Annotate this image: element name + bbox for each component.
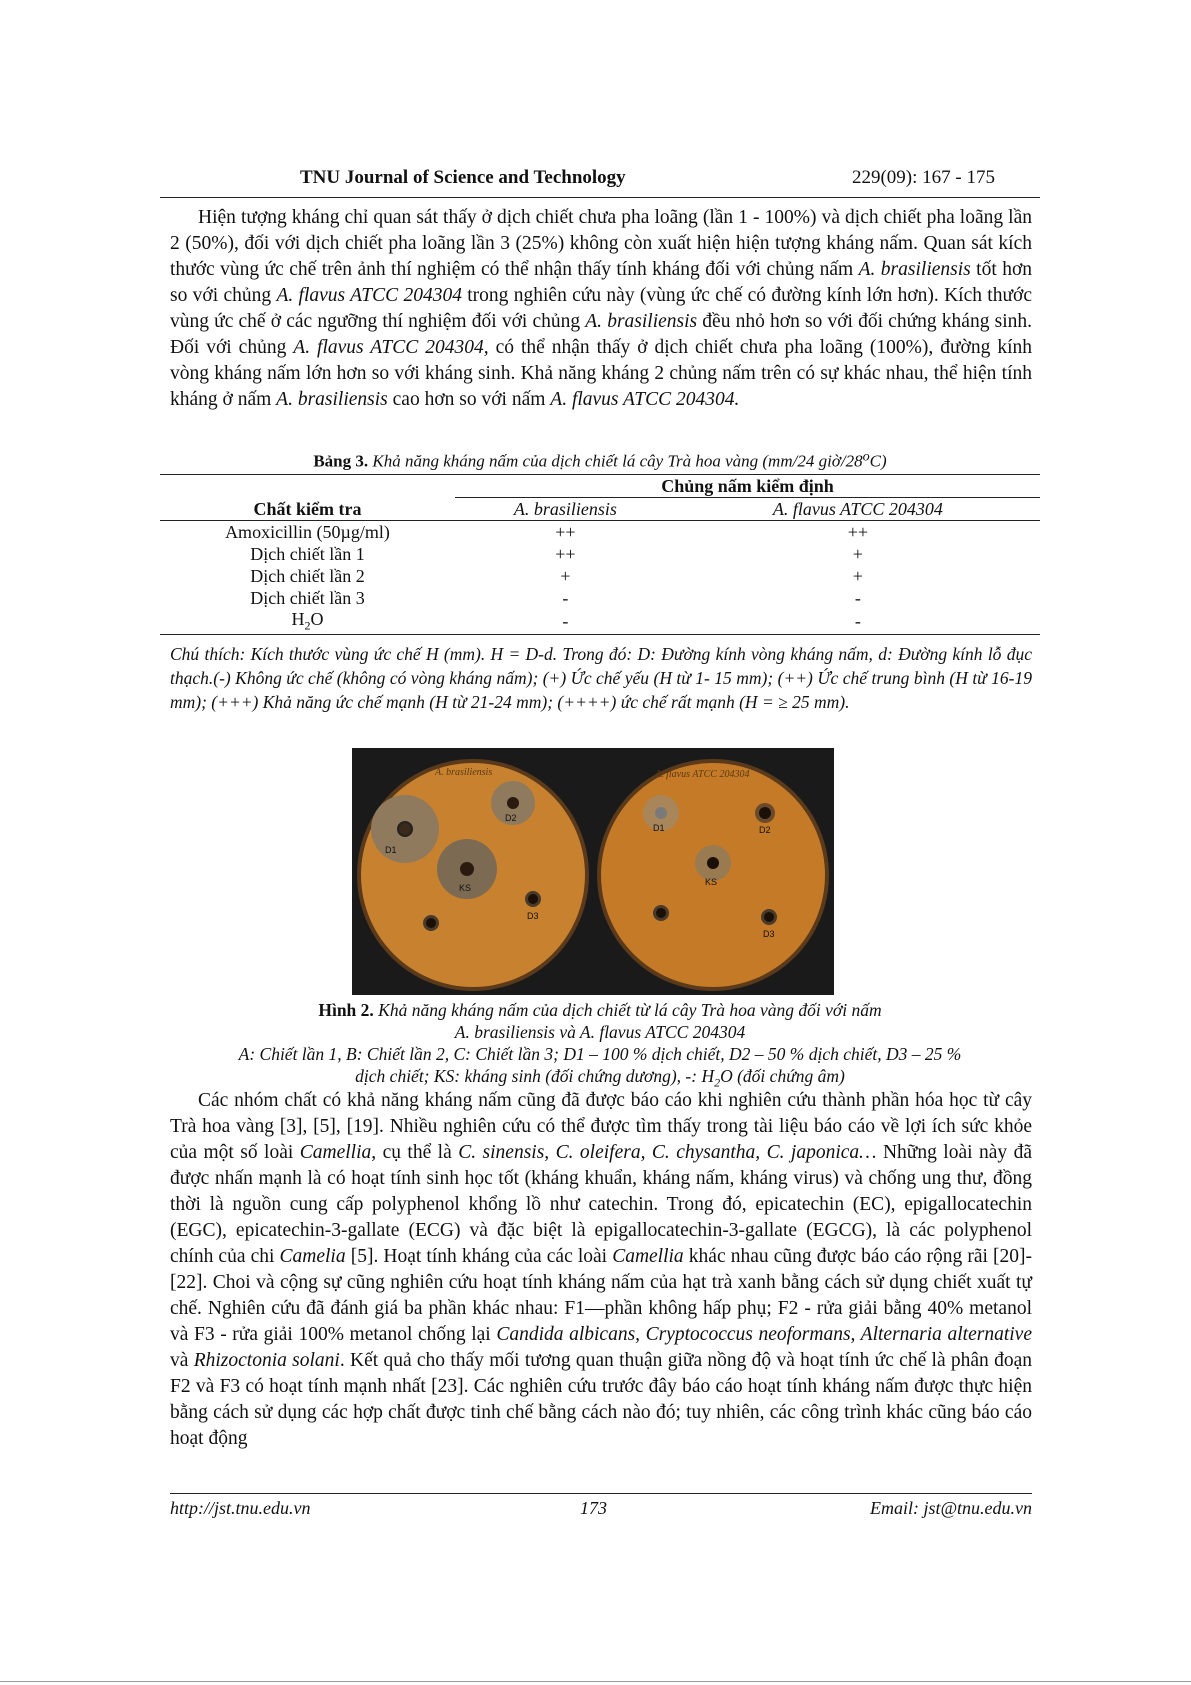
running-header [160,167,1040,198]
text-run: khác nhau cũng được báo cáo rộng rãi [20]-[22]. Choi và cộng sự cũng nghiên cứu hoạt tính kháng nấm của hạt trà xanh bằng cách sử dụng chiết xuất tự chế. Nghiên cứu đã đánh giá ba phần khác nhau: F1—phần không hấp phụ; F2 - rửa giải bằng 40% metanol và F3 - rửa giải 100% metanol chống lại [170,1246,1032,1345]
journal-title: TNU Journal of Science and Technology [300,167,626,188]
species-name: Rhizoctonia solani [193,1350,340,1371]
figure-caption-line: Khả năng kháng nấm của dịch chiết từ lá cây Trà hoa vàng đối với nấm [373,1000,882,1020]
col-group-header: Chủng nấm kiểm định [455,475,1040,498]
cell: - [455,609,676,634]
footer-url[interactable]: http://jst.tnu.edu.vn [170,1498,311,1518]
figure-petri-dishes [352,748,834,995]
petri-dish-right [595,751,831,992]
plate-label: A. flavus ATCC 204304 [655,769,750,780]
row-label: Dịch chiết lần 1 [250,543,365,564]
cell: + [852,565,863,586]
text-run: có thể nhận thấy ở dịch chiết chưa pha loãng (100%), đường kính vòng kháng nấm lớn hơn so với kháng sinh. Khả năng kháng 2 chủng nấm trên có sự khác nhau, thể hiện tính kháng ở nấm [170,337,1032,410]
figure-caption-line: A. brasiliensis và A. flavus ATCC 204304 [454,1022,746,1042]
row-label: Dịch chiết lần 3 [250,587,365,608]
figure-caption [160,999,1040,1021]
well-label: D3 [527,911,539,921]
well [528,894,538,904]
col-header-brasiliensis: A. brasiliensis [455,498,676,521]
cell: ++ [847,521,869,542]
table-row [160,521,1040,544]
species-name: A. flavus ATCC 204304 [276,285,462,306]
cell: ++ [555,543,576,564]
well [707,857,719,869]
species-name: A. flavus ATCC 204304, [293,337,489,358]
page-footer [170,1493,1032,1522]
plate-label: A. brasiliensis [435,767,493,778]
cell: - [562,587,569,608]
genus-name: Camellia [299,1142,372,1163]
well-label: D1 [385,845,397,855]
well [507,797,519,809]
text-run: cao hơn so với nấm [387,389,551,410]
species-name: A. brasiliensis [585,311,698,332]
cell: + [852,543,863,564]
species-list: C. sinensis, C. oleifera, C. chysantha, C. japonica… [458,1142,877,1163]
genus-name: Camellia [612,1246,684,1267]
well-label: D3 [763,929,775,939]
well-label: KS [459,883,472,893]
well-label: D2 [505,813,517,823]
text-run: tốt hơn so với chủng [170,259,1033,306]
row-label: Amoxicillin (50µg/ml) [225,521,390,542]
species-name: A. brasiliensis [276,389,388,410]
well-label: KS [705,877,718,887]
cell: - [854,587,861,608]
table-label: Bảng 3. [313,451,369,471]
figure-caption-line: dịch chiết; KS: kháng sinh (đối chứng dương), -: $H_2O$ (đối chứng âm) [355,1066,845,1090]
table-row [160,565,1040,587]
text-run: Hiện tượng kháng chỉ quan sát thấy ở dịch chiết chưa pha loãng (lần 1 - 100%) và dịch chiết pha loãng lần 2 (50%), đối với dịch chiết pha loãng lần 3 (25%) không còn xuất hiện hiện tượng kháng nấm. Quan sát kích thước vùng ức chế trên ảnh thí nghiệm có thể nhận thấy tính kháng đối với chủng nấm [170,207,1032,280]
cell: ++ [555,521,576,542]
table-note: Chú thích: Kích thước vùng ức chế H (mm). H = D-d. Trong đó: D: Đường kính vòng kháng nấm, d: Đường kính lỗ đục thạch.(-) Không ức chế (không có vòng kháng nấm); (+) Ức chế yếu (H từ 1- 15 mm); (++) Ức chế trung bình (H từ 16-19 mm); (+++) Khả năng ức chế mạnh (H từ 21-24 mm); (++++) ức chế rất mạnh (H = ≥ 25 mm). [170,644,1032,712]
cell: - [676,609,1040,634]
text-run: và [170,1350,194,1371]
figure-caption-line: A: Chiết lần 1, B: Chiết lần 2, C: Chiết lần 3; D1 – 100 % dịch chiết, D2 – 50 % dịch chiết, D3 – 25 % [238,1044,962,1064]
well [426,918,436,928]
superscript: o [862,448,870,464]
page-number: 173 [580,1498,607,1518]
well-label: D1 [653,823,665,833]
col-header-substance: Chất kiểm tra [160,475,455,521]
table-caption-end: C) [869,451,887,471]
table-caption [160,448,1040,472]
text-run: , cụ thể là [371,1142,459,1163]
petri-dish-left [355,751,591,992]
row-label: Dịch chiết lần 2 [250,565,365,586]
paragraph-results [170,205,1032,413]
volume-pages: 229(09): 167 - 175 [851,167,995,188]
text-run: . Kết quả cho thấy mối tương quan thuận giữa nồng độ và hoạt tính ức chế là phân đoạn F2 và F3 có hoạt tính mạnh nhất [23]. Các nghiên cứu trước đây báo cáo hoạt tính kháng nấm được thực hiện bằng cách sử dụng các hợp chất được tinh chế bằng cách nào đó; tuy nhiên, các công trình khác cũng báo cáo hoạt động [170,1350,1032,1449]
paragraph-discussion [170,1088,1032,1452]
page-bottom-rule [0,1681,1191,1682]
table-row [160,609,1040,634]
text-run: Những loài này đã được nhấn mạnh là có hoạt tính sinh học tốt (kháng khuẩn, kháng nấm, kháng virus) và chống ung thư, đồng thời là nguồn cung cấp polyphenol khổng lồ như catechin. Trong đó, epicatechin (EC), epigallocatechin (EGC), epicatechin-3-gallate (ECG) và đặc biệt là epigallocatechin-3-gallate (EGCG), là các polyphenol chính của chi [170,1142,1032,1267]
table-caption-text: Khả năng kháng nấm của dịch chiết lá cây Trà hoa vàng (mm/24 giờ/28 [368,451,863,471]
figure-label: Hình 2. [318,1000,374,1020]
well [398,822,412,836]
well [460,862,474,876]
species-name: A. brasiliensis [858,259,971,280]
table-row [160,543,1040,565]
well [759,807,771,819]
well [764,912,774,922]
antifungal-table [160,474,1040,635]
col-header-flavus: A. flavus ATCC 204304 [676,498,1040,521]
well-label: D2 [759,825,771,835]
genus-name: Camelia [279,1246,346,1267]
table-row [160,587,1040,609]
well [655,807,667,819]
species-name: A. flavus ATCC 204304. [550,389,740,410]
text-run: [5]. Hoạt tính kháng của các loài [345,1246,613,1267]
footer-email[interactable]: Email: jst@tnu.edu.vn [869,1498,1032,1518]
text-run: đều nhỏ hơn so với đối chứng kháng sinh. Đối với chủng [170,311,1032,358]
text-run: Các nhóm chất có khả năng kháng nấm cũng đã được báo cáo khi nghiên cứu thành phần hóa học từ cây Trà hoa vàng [3], [5], [19]. Nhiều nghiên cứu có thể được tìm thấy trong tài liệu báo cáo về lợi ích sức khỏe của một số loài [170,1090,1032,1163]
species-list: Candida albicans, Cryptococcus neoformans, Alternaria alternative [496,1324,1032,1345]
well [656,908,666,918]
row-label: $H_2O$ [160,609,455,634]
text-run: trong nghiên cứu này (vùng ức chế có đường kính lớn hơn). Kích thước vùng ức chế ở các ngưỡng thí nghiệm đối với chủng [170,285,1032,332]
cell: + [560,565,571,586]
